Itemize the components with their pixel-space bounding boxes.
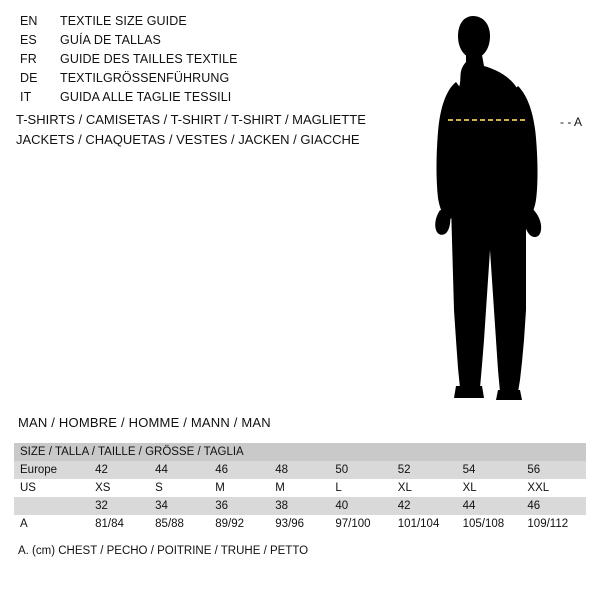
language-row	[20, 14, 400, 33]
cell: M	[209, 479, 269, 497]
table-row	[14, 479, 586, 497]
cell: 81/84	[89, 515, 149, 533]
cell: 38	[269, 497, 329, 515]
language-row	[20, 71, 400, 90]
language-text: GUIDA ALLE TAGLIE TESSILI	[60, 90, 232, 104]
cell: 93/96	[269, 515, 329, 533]
male-silhouette-icon	[400, 10, 600, 410]
cell: XS	[89, 479, 149, 497]
row-label: A	[14, 515, 89, 533]
cell: XL	[392, 479, 457, 497]
cell: 42	[392, 497, 457, 515]
language-code: EN	[20, 14, 38, 28]
cell: 32	[89, 497, 149, 515]
category-line-jackets: JACKETS / CHAQUETAS / VESTES / JACKEN / GIACCHE	[16, 132, 360, 147]
cell: 50	[329, 461, 391, 479]
size-table	[14, 443, 586, 533]
cell: 46	[521, 497, 586, 515]
category-line-tshirts: T-SHIRTS / CAMISETAS / T-SHIRT / T-SHIRT / MAGLIETTE	[16, 112, 366, 127]
language-code: ES	[20, 33, 37, 47]
cell: 101/104	[392, 515, 457, 533]
cell: 89/92	[209, 515, 269, 533]
language-text: GUÍA DE TALLAS	[60, 33, 161, 47]
cell: 48	[269, 461, 329, 479]
row-label: Europe	[14, 461, 89, 479]
measure-letter: A	[574, 115, 583, 129]
measure-label-a	[560, 115, 582, 129]
cell: 105/108	[457, 515, 522, 533]
language-list	[20, 14, 400, 109]
cell: 46	[209, 461, 269, 479]
table-header-row	[14, 443, 586, 461]
measure-dash: - -	[560, 115, 572, 129]
cell: XL	[457, 479, 522, 497]
cell: 56	[521, 461, 586, 479]
language-text: TEXTILGRÖSSENFÜHRUNG	[60, 71, 230, 85]
table-row	[14, 497, 586, 515]
row-label	[14, 497, 89, 515]
language-row	[20, 90, 400, 109]
cell: 36	[209, 497, 269, 515]
language-code: FR	[20, 52, 37, 66]
male-figure-illustration	[400, 10, 600, 410]
language-code: IT	[20, 90, 32, 104]
cell: 54	[457, 461, 522, 479]
cell: 44	[149, 461, 209, 479]
cell: 40	[329, 497, 391, 515]
table-header-label: SIZE / TALLA / TAILLE / GRÖSSE / TAGLIA	[14, 443, 586, 461]
row-label: US	[14, 479, 89, 497]
cell: S	[149, 479, 209, 497]
language-row	[20, 33, 400, 52]
category-list	[16, 110, 416, 150]
table-row	[14, 461, 586, 479]
cell: XXL	[521, 479, 586, 497]
language-text: TEXTILE SIZE GUIDE	[60, 14, 187, 28]
man-section-heading: MAN / HOMBRE / HOMME / MANN / MAN	[18, 415, 271, 430]
language-code: DE	[20, 71, 38, 85]
cell: 97/100	[329, 515, 391, 533]
cell: M	[269, 479, 329, 497]
cell: 85/88	[149, 515, 209, 533]
footnote-chest-measure: A. (cm) CHEST / PECHO / POITRINE / TRUHE / PETTO	[18, 545, 309, 557]
cell: 42	[89, 461, 149, 479]
size-table-wrapper	[14, 443, 586, 533]
cell: L	[329, 479, 391, 497]
language-row	[20, 52, 400, 71]
table-row	[14, 515, 586, 533]
language-text: GUIDE DES TAILLES TEXTILE	[60, 52, 238, 66]
cell: 52	[392, 461, 457, 479]
cell: 34	[149, 497, 209, 515]
cell: 44	[457, 497, 522, 515]
cell: 109/112	[521, 515, 586, 533]
